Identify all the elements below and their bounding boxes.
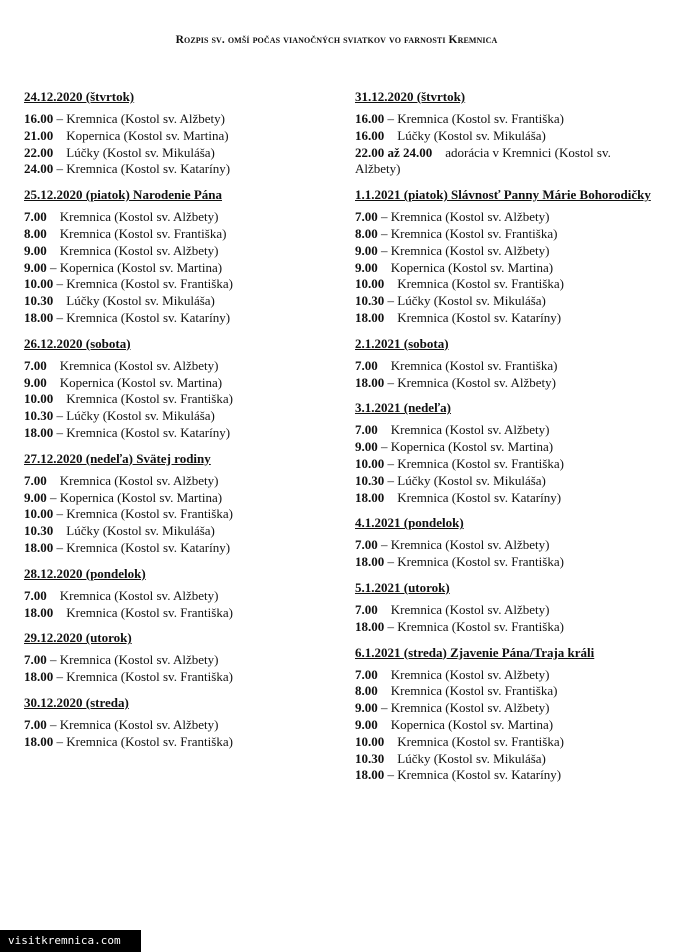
mass-entry — [355, 111, 655, 128]
mass-location: Kopernica (Kostol sv. Martina) — [46, 374, 223, 390]
mass-time: 10.00 — [24, 276, 54, 292]
mass-time: 9.00 — [355, 716, 378, 732]
mass-time: 10.30 — [355, 293, 385, 309]
mass-time: 7.00 — [355, 357, 378, 373]
mass-time: 18.00 — [355, 309, 385, 325]
mass-location: – Kremnica (Kostol sv. Alžbety) — [377, 242, 550, 258]
mass-location: Kremnica (Kostol sv. Kataríny) — [384, 489, 562, 505]
mass-time: 8.00 — [24, 225, 47, 241]
mass-entry — [24, 652, 324, 669]
mass-entry — [24, 161, 324, 178]
day-heading: 6.1.2021 (streda) Zjavenie Pána/Traja králi — [355, 644, 595, 660]
mass-time: 10.00 — [355, 733, 385, 749]
mass-time: 7.00 — [355, 537, 378, 553]
mass-location: – Kopernica (Kostol sv. Martina) — [46, 489, 223, 505]
day-heading: 4.1.2021 (pondelok) — [355, 515, 464, 531]
mass-time: 7.00 — [24, 716, 47, 732]
mass-entry — [24, 523, 324, 540]
mass-entry — [355, 717, 655, 734]
day-heading: 2.1.2021 (sobota) — [355, 335, 449, 351]
mass-entry — [355, 767, 655, 784]
mass-entry — [355, 554, 655, 571]
day-block — [355, 400, 655, 506]
mass-entry — [24, 408, 324, 425]
day-heading: 30.12.2020 (streda) — [24, 694, 129, 710]
mass-location: – Kremnica (Kostol sv. Alžbety) — [46, 716, 219, 732]
mass-location: Kopernica (Kostol sv. Martina) — [53, 127, 229, 143]
mass-location: – Kremnica (Kostol sv. Alžbety) — [53, 111, 225, 126]
day-block — [24, 695, 324, 751]
day-heading: 5.1.2021 (utorok) — [355, 579, 450, 595]
mass-time: 16.00 — [24, 111, 54, 126]
mass-entry — [24, 209, 324, 226]
mass-entry — [355, 700, 655, 717]
mass-time: 24.00 — [24, 161, 54, 177]
mass-time: 18.00 — [355, 767, 385, 783]
mass-entry — [24, 358, 324, 375]
mass-entry — [355, 375, 655, 392]
mass-time: 9.00 — [24, 374, 47, 390]
mass-entry — [24, 425, 324, 442]
day-block — [24, 187, 324, 327]
mass-entry — [24, 734, 324, 751]
mass-location: Kopernica (Kostol sv. Martina) — [377, 259, 554, 275]
mass-entry — [24, 310, 324, 327]
mass-time: 18.00 — [24, 604, 54, 620]
mass-entry — [24, 111, 324, 128]
mass-time: 18.00 — [24, 669, 54, 685]
mass-time: 7.00 — [355, 666, 378, 682]
mass-location: – Kremnica (Kostol sv. Alžbety) — [377, 209, 550, 225]
mass-entry — [355, 683, 655, 700]
mass-time: 10.00 — [24, 391, 54, 407]
mass-time: 9.00 — [24, 242, 47, 258]
mass-location: Kremnica (Kostol sv. Františka) — [377, 683, 558, 699]
mass-entry — [24, 293, 324, 310]
mass-time: 7.00 — [24, 652, 47, 668]
mass-location: Lúčky (Kostol sv. Mikuláša) — [384, 750, 546, 766]
day-block — [355, 89, 655, 178]
mass-entry — [355, 667, 655, 684]
mass-location: Lúčky (Kostol sv. Mikuláša) — [53, 523, 215, 539]
mass-time: 9.00 — [24, 259, 47, 275]
mass-time: 8.00 — [355, 225, 378, 241]
day-heading: 26.12.2020 (sobota) — [24, 335, 131, 351]
mass-location: Kremnica (Kostol sv. Alžbety) — [46, 472, 219, 488]
mass-entry — [355, 128, 655, 145]
mass-entry — [24, 391, 324, 408]
mass-entry — [24, 145, 324, 162]
mass-location: Kremnica (Kostol sv. Františka) — [377, 357, 558, 373]
mass-entry — [355, 490, 655, 507]
mass-location: – Kremnica (Kostol sv. Alžbety) — [377, 537, 550, 553]
mass-entry — [355, 260, 655, 277]
mass-entry — [24, 276, 324, 293]
mass-entry — [355, 619, 655, 636]
mass-location: Kopernica (Kostol sv. Martina) — [377, 716, 554, 732]
mass-time: 18.00 — [355, 374, 385, 390]
mass-location: Kremnica (Kostol sv. Františka) — [53, 604, 233, 620]
mass-entry — [24, 226, 324, 243]
mass-location: – Lúčky (Kostol sv. Mikuláša) — [384, 472, 546, 488]
day-heading: 31.12.2020 (štvrtok) — [355, 89, 466, 104]
mass-entry — [355, 226, 655, 243]
mass-time: 7.00 — [24, 209, 47, 225]
day-heading: 27.12.2020 (nedeľa) Svätej rodiny — [24, 450, 211, 466]
mass-time: 10.30 — [24, 523, 54, 539]
mass-location: Kremnica (Kostol sv. Františka) — [384, 733, 564, 749]
mass-location: – Kopernica (Kostol sv. Martina) — [46, 259, 223, 275]
mass-location: Kremnica (Kostol sv. Františka) — [384, 276, 564, 292]
mass-time: 10.30 — [24, 408, 54, 424]
page-title: Rozpis sv. omší počas vianočných sviatkov vo farnosti Kremnica — [175, 34, 498, 46]
mass-entry — [24, 260, 324, 277]
mass-location: Kremnica (Kostol sv. Alžbety) — [46, 242, 219, 258]
mass-time: 10.00 — [355, 455, 385, 471]
mass-location: – Kremnica (Kostol sv. Františka) — [384, 554, 564, 570]
mass-time: 10.30 — [24, 293, 54, 309]
mass-time: 9.00 — [355, 700, 378, 716]
mass-entry — [355, 145, 655, 179]
mass-time: 18.00 — [24, 424, 54, 440]
mass-time: 22.00 až 24.00 — [355, 144, 433, 160]
schedule-column-left — [24, 89, 324, 760]
mass-entry — [355, 243, 655, 260]
mass-time: 16.00 — [355, 111, 385, 126]
mass-time: 18.00 — [355, 618, 385, 634]
day-block — [24, 451, 324, 557]
mass-time: 7.00 — [355, 601, 378, 617]
mass-location: Kremnica (Kostol sv. Alžbety) — [377, 666, 550, 682]
day-heading: 29.12.2020 (utorok) — [24, 630, 132, 646]
mass-entry — [24, 588, 324, 605]
mass-location: – Kremnica (Kostol sv. Kataríny) — [53, 424, 231, 440]
mass-time: 18.00 — [24, 309, 54, 325]
mass-location: – Kopernica (Kostol sv. Martina) — [377, 439, 554, 455]
mass-location: – Kremnica (Kostol sv. Františka) — [377, 225, 558, 241]
mass-location: – Lúčky (Kostol sv. Mikuláša) — [53, 408, 215, 424]
schedule-column-right — [355, 89, 655, 793]
mass-time: 7.00 — [24, 587, 47, 603]
day-heading: 3.1.2021 (nedeľa) — [355, 400, 452, 416]
mass-entry — [355, 276, 655, 293]
mass-time: 10.30 — [355, 750, 385, 766]
mass-location: Kremnica (Kostol sv. Alžbety) — [46, 357, 219, 373]
mass-location: Kremnica (Kostol sv. Kataríny) — [384, 309, 562, 325]
mass-location: Lúčky (Kostol sv. Mikuláša) — [384, 127, 546, 143]
mass-location: – Kremnica (Kostol sv. Kataríny) — [53, 309, 231, 325]
mass-entry — [24, 243, 324, 260]
mass-location: – Lúčky (Kostol sv. Mikuláša) — [384, 293, 546, 309]
mass-location: – Kremnica (Kostol sv. Kataríny) — [384, 767, 562, 783]
mass-time: 9.00 — [355, 439, 378, 455]
footer-watermark: visitkremnica.com — [0, 930, 141, 952]
mass-entry — [24, 490, 324, 507]
mass-time: 7.00 — [24, 357, 47, 373]
mass-time: 7.00 — [24, 472, 47, 488]
mass-entry — [355, 537, 655, 554]
mass-time: 18.00 — [355, 554, 385, 570]
day-block — [24, 566, 324, 622]
mass-location: Lúčky (Kostol sv. Mikuláša) — [53, 293, 215, 309]
day-block — [24, 336, 324, 442]
mass-entry — [24, 669, 324, 686]
mass-entry — [355, 310, 655, 327]
mass-entry — [24, 128, 324, 145]
day-heading: 24.12.2020 (štvrtok) — [24, 89, 135, 104]
day-block — [355, 645, 655, 785]
mass-location: – Kremnica (Kostol sv. Alžbety) — [384, 374, 556, 390]
mass-location: – Kremnica (Kostol sv. Františka) — [384, 455, 564, 471]
mass-location: Lúčky (Kostol sv. Mikuláša) — [53, 144, 215, 160]
mass-time: 22.00 — [24, 144, 54, 160]
mass-entry — [355, 439, 655, 456]
mass-time: 9.00 — [24, 489, 47, 505]
mass-location: – Kremnica (Kostol sv. Alžbety) — [377, 700, 550, 716]
mass-time: 18.00 — [24, 539, 54, 555]
mass-time: 7.00 — [355, 422, 378, 438]
day-block — [355, 580, 655, 636]
mass-entry — [24, 375, 324, 392]
mass-entry — [355, 209, 655, 226]
day-block — [355, 336, 655, 392]
mass-entry — [355, 358, 655, 375]
mass-location: – Kremnica (Kostol sv. Františka) — [384, 111, 564, 126]
mass-location: Kremnica (Kostol sv. Františka) — [46, 225, 227, 241]
mass-location: – Kremnica (Kostol sv. Kataríny) — [53, 539, 231, 555]
mass-entry — [355, 751, 655, 768]
mass-time: 21.00 — [24, 127, 54, 143]
day-block — [24, 630, 324, 686]
mass-location: Kremnica (Kostol sv. Alžbety) — [377, 601, 550, 617]
mass-time: 18.00 — [24, 733, 54, 749]
mass-entry — [355, 456, 655, 473]
mass-time: 7.00 — [355, 209, 378, 225]
mass-entry — [355, 293, 655, 310]
mass-entry — [24, 540, 324, 557]
mass-location: – Kremnica (Kostol sv. Františka) — [384, 618, 564, 634]
day-heading: 28.12.2020 (pondelok) — [24, 565, 146, 581]
mass-time: 9.00 — [355, 259, 378, 275]
mass-location: – Kremnica (Kostol sv. Kataríny) — [53, 161, 231, 177]
mass-entry — [24, 473, 324, 490]
mass-time: 10.00 — [24, 506, 54, 522]
mass-location: – Kremnica (Kostol sv. Františka) — [53, 506, 233, 522]
mass-time: 8.00 — [355, 683, 378, 699]
mass-entry — [355, 422, 655, 439]
mass-location: adorácia v Kremnici (Kostol sv. Alžbety) — [355, 144, 614, 177]
mass-entry — [24, 605, 324, 622]
mass-time: 10.30 — [355, 472, 385, 488]
mass-location: Kremnica (Kostol sv. Alžbety) — [46, 587, 219, 603]
mass-location: – Kremnica (Kostol sv. Františka) — [53, 733, 233, 749]
day-block — [355, 187, 655, 327]
mass-entry — [24, 506, 324, 523]
mass-time: 9.00 — [355, 242, 378, 258]
mass-location: Kremnica (Kostol sv. Alžbety) — [46, 209, 219, 225]
mass-location: – Kremnica (Kostol sv. Alžbety) — [46, 652, 219, 668]
mass-time: 16.00 — [355, 127, 385, 143]
mass-location: Kremnica (Kostol sv. Františka) — [53, 391, 233, 407]
mass-time: 18.00 — [355, 489, 385, 505]
day-heading: 25.12.2020 (piatok) Narodenie Pána — [24, 187, 223, 203]
mass-location: Kremnica (Kostol sv. Alžbety) — [377, 422, 550, 438]
day-block — [355, 515, 655, 571]
mass-location: – Kremnica (Kostol sv. Františka) — [53, 276, 233, 292]
mass-time: 10.00 — [355, 276, 385, 292]
day-block — [24, 89, 324, 178]
mass-entry — [355, 473, 655, 490]
mass-entry — [355, 602, 655, 619]
mass-entry — [24, 717, 324, 734]
mass-location: – Kremnica (Kostol sv. Františka) — [53, 669, 233, 685]
day-heading: 1.1.2021 (piatok) Slávnosť Panny Márie Bohorodičky — [355, 187, 651, 203]
mass-entry — [355, 734, 655, 751]
